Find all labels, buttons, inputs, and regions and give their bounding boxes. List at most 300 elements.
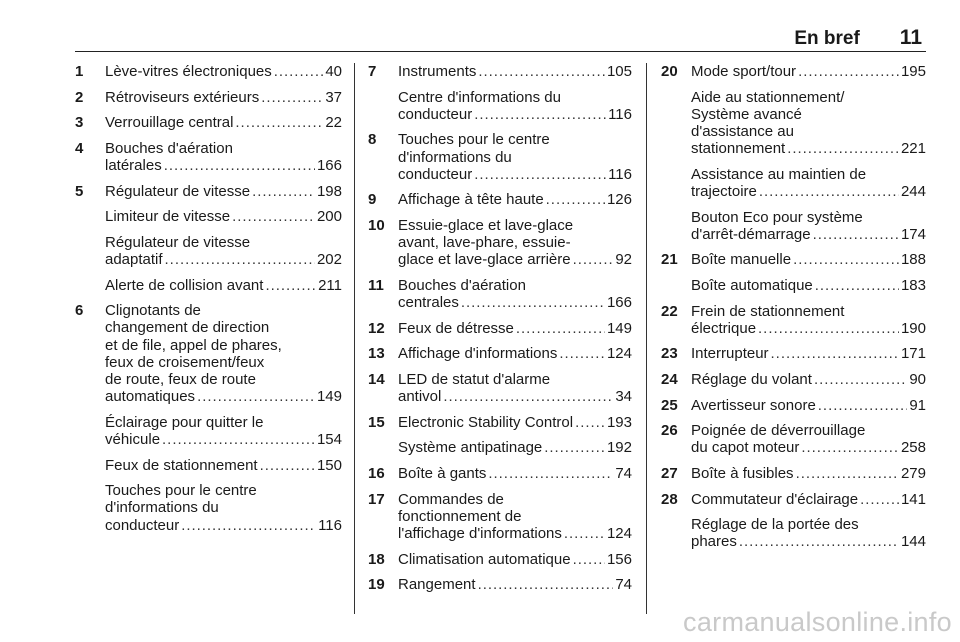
entry-text: Système antipatinage <box>398 439 543 457</box>
index-entry <box>368 191 632 208</box>
entry-body <box>105 414 342 448</box>
entry-body <box>105 234 342 268</box>
entry-line <box>691 516 926 533</box>
dot-leader <box>478 576 614 593</box>
page-reference: 124 <box>606 524 632 542</box>
index-entry <box>661 303 926 337</box>
entry-line <box>398 345 632 362</box>
entry-text: Frein de stationnement <box>691 302 845 320</box>
entry-body <box>691 89 926 158</box>
entry-line <box>691 397 926 414</box>
entry-number <box>368 439 398 456</box>
page-reference: 74 <box>615 576 632 594</box>
entry-text: Régulateur de vitesse <box>105 233 251 251</box>
page-reference: 174 <box>900 225 926 243</box>
entry-text: d'informations du <box>105 499 219 517</box>
page-reference: 141 <box>900 490 926 508</box>
index-entry <box>75 208 342 225</box>
dot-leader <box>573 251 614 268</box>
index-entry <box>661 89 926 158</box>
dot-leader <box>478 63 605 80</box>
entry-line <box>398 149 632 166</box>
index-entry <box>368 320 632 337</box>
index-entry <box>368 576 632 593</box>
index-column-3 <box>661 63 926 559</box>
page-reference: 190 <box>900 319 926 337</box>
page-reference: 198 <box>316 182 342 200</box>
page-reference: 149 <box>316 388 342 406</box>
dot-leader <box>818 397 908 414</box>
entry-text: automatiques <box>105 388 196 406</box>
page-reference: 195 <box>900 63 926 80</box>
page-reference: 34 <box>615 388 632 406</box>
page-reference: 202 <box>316 250 342 268</box>
entry-number <box>661 89 691 158</box>
dot-leader <box>232 208 315 225</box>
entry-body <box>691 166 926 200</box>
page-reference: 258 <box>900 439 926 457</box>
entry-text: Bouches d'aération <box>398 276 526 294</box>
page-reference: 105 <box>606 63 632 80</box>
entry-text: Système avancé <box>691 105 802 123</box>
dot-leader <box>815 277 899 294</box>
index-entry <box>661 209 926 243</box>
dot-leader <box>252 183 315 200</box>
entry-text: Feux de stationnement <box>105 456 258 474</box>
index-entry <box>75 63 342 80</box>
index-entry <box>368 89 632 123</box>
entry-body <box>398 551 632 568</box>
dot-leader <box>801 439 899 456</box>
entry-line <box>105 337 342 354</box>
index-entry <box>661 397 926 414</box>
index-entry <box>368 277 632 311</box>
entry-number <box>75 482 105 534</box>
entry-line <box>398 251 632 268</box>
entry-text: Bouton Eco pour système <box>691 208 863 226</box>
dot-leader <box>544 439 605 456</box>
entry-line <box>105 157 342 174</box>
dot-leader <box>559 345 605 362</box>
entry-body <box>691 465 926 482</box>
entry-number <box>75 457 105 474</box>
entry-line <box>398 89 632 106</box>
entry-text: et de file, appel de phares, <box>105 336 282 354</box>
entry-number: 2 <box>75 88 84 106</box>
dot-leader <box>162 431 315 448</box>
page-reference: 171 <box>900 345 926 363</box>
entry-number <box>75 277 105 294</box>
entry-line <box>691 140 926 157</box>
entry-line <box>691 106 926 123</box>
entry-text: Boîte automatique <box>691 276 813 294</box>
entry-number: 14 <box>368 370 385 388</box>
index-entry <box>661 422 926 456</box>
entry-body <box>691 371 926 388</box>
entry-line <box>691 166 926 183</box>
dot-leader <box>443 388 613 405</box>
dot-leader <box>260 457 315 474</box>
dot-leader <box>787 140 899 157</box>
entry-number: 3 <box>75 114 84 132</box>
dot-leader <box>165 251 315 268</box>
page-header <box>794 26 922 54</box>
index-entry <box>75 89 342 106</box>
page-reference: 92 <box>615 251 632 269</box>
entry-text: glace et lave-glace arrière <box>398 251 571 269</box>
entry-text: Boîte manuelle <box>691 251 792 269</box>
dot-leader <box>758 320 899 337</box>
index-entry <box>368 551 632 568</box>
index-entry <box>75 457 342 474</box>
entry-text: Assistance au maintien de <box>691 165 867 183</box>
entry-line <box>398 551 632 568</box>
index-entry <box>661 166 926 200</box>
header-rule <box>75 51 926 52</box>
entry-text: Avertisseur sonore <box>691 396 816 414</box>
index-entry <box>368 63 632 80</box>
entry-line <box>105 457 342 474</box>
index-entry <box>368 465 632 482</box>
entry-line <box>398 508 632 525</box>
dot-leader <box>235 114 323 131</box>
entry-body <box>398 491 632 543</box>
entry-body <box>398 63 632 80</box>
entry-body <box>398 439 632 456</box>
entry-text: phares <box>691 533 737 551</box>
entry-line <box>105 114 342 131</box>
dot-leader <box>488 465 613 482</box>
dot-leader <box>793 251 899 268</box>
entry-body <box>398 465 632 482</box>
entry-line <box>398 491 632 508</box>
index-entry <box>75 234 342 268</box>
entry-line <box>691 251 926 268</box>
entry-line <box>398 294 632 311</box>
index-entry <box>75 277 342 294</box>
entry-text: conducteur <box>398 165 473 183</box>
entry-number: 4 <box>75 139 84 157</box>
page-reference: 200 <box>316 208 342 226</box>
entry-line <box>398 414 632 431</box>
entry-text: Régulateur de vitesse <box>105 182 251 200</box>
entry-number: 19 <box>368 576 385 594</box>
entry-line <box>691 209 926 226</box>
entry-text: véhicule <box>105 430 161 448</box>
entry-body <box>398 191 632 208</box>
entry-text: Boîte à fusibles <box>691 464 794 482</box>
entry-line <box>398 166 632 183</box>
entry-body <box>105 140 342 174</box>
index-entry <box>661 277 926 294</box>
index-entry <box>368 491 632 543</box>
entry-text: adaptatif <box>105 250 163 268</box>
entry-line <box>105 251 342 268</box>
index-entry <box>368 371 632 405</box>
index-entry <box>368 345 632 362</box>
dot-leader <box>739 533 899 550</box>
dot-leader <box>516 320 605 337</box>
entry-line <box>398 388 632 405</box>
page-reference: 166 <box>606 294 632 312</box>
page-reference: 221 <box>900 140 926 158</box>
entry-text: Touches pour le centre <box>398 131 550 149</box>
entry-number: 9 <box>368 191 377 209</box>
entry-text: conducteur <box>398 105 473 123</box>
entry-text: Poignée de déverrouillage <box>691 422 866 440</box>
entry-text: Essuie-glace et lave-glace <box>398 216 574 234</box>
entry-line <box>105 89 342 106</box>
entry-line <box>691 303 926 320</box>
entry-body <box>691 209 926 243</box>
page-reference: 126 <box>606 191 632 209</box>
entry-body <box>691 397 926 414</box>
entry-line <box>691 226 926 243</box>
entry-text: Rétroviseurs extérieurs <box>105 88 260 106</box>
entry-body <box>105 277 342 294</box>
entry-number: 27 <box>661 464 678 482</box>
entry-body <box>105 457 342 474</box>
dot-leader <box>265 277 316 294</box>
dot-leader <box>771 345 899 362</box>
entry-text: Bouches d'aération <box>105 139 233 157</box>
entry-text: Affichage à tête haute <box>398 191 544 209</box>
entry-text: Aide au stationnement/ <box>691 88 845 106</box>
entry-line <box>691 320 926 337</box>
entry-number: 1 <box>75 63 84 80</box>
page-reference: 192 <box>606 439 632 457</box>
entry-text: Feux de détresse <box>398 319 514 337</box>
entry-line <box>105 499 342 516</box>
page-reference: 37 <box>325 88 342 106</box>
page-reference: 116 <box>318 516 342 534</box>
page-reference: 124 <box>606 345 632 363</box>
entry-line <box>398 234 632 251</box>
entry-number: 28 <box>661 490 678 508</box>
column-divider <box>646 63 647 614</box>
entry-line <box>398 371 632 388</box>
entry-body <box>398 277 632 311</box>
dot-leader <box>181 517 316 534</box>
entry-line <box>105 388 342 405</box>
entry-number: 8 <box>368 131 377 149</box>
index-entry <box>75 140 342 174</box>
entry-line <box>691 63 926 80</box>
entry-line <box>398 465 632 482</box>
entry-number: 13 <box>368 345 385 363</box>
entry-text: d'arrêt-démarrage <box>691 225 811 243</box>
entry-body <box>398 217 632 269</box>
entry-text: Limiteur de vitesse <box>105 208 231 226</box>
index-entry <box>661 491 926 508</box>
entry-line <box>105 302 342 319</box>
entry-line <box>398 277 632 294</box>
entry-body <box>691 491 926 508</box>
page-reference: 149 <box>606 319 632 337</box>
entry-body <box>398 345 632 362</box>
page-reference: 40 <box>325 63 342 80</box>
entry-text: avant, lave-phare, essuie- <box>398 234 571 252</box>
entry-body <box>691 303 926 337</box>
entry-number: 22 <box>661 302 678 320</box>
page-reference: 156 <box>606 550 632 568</box>
entry-line <box>691 345 926 362</box>
entry-number <box>661 209 691 243</box>
entry-body <box>105 63 342 80</box>
entry-line <box>398 63 632 80</box>
entry-text: Mode sport/tour <box>691 63 797 80</box>
entry-number: 15 <box>368 413 385 431</box>
entry-number: 25 <box>661 396 678 414</box>
entry-line <box>691 422 926 439</box>
page-reference: 154 <box>316 430 342 448</box>
entry-number <box>661 516 691 550</box>
entry-number: 16 <box>368 464 385 482</box>
entry-line <box>691 183 926 200</box>
entry-body <box>691 251 926 268</box>
entry-line <box>105 319 342 336</box>
dot-leader <box>474 166 606 183</box>
entry-number <box>368 89 398 123</box>
page-reference: 183 <box>900 276 926 294</box>
entry-line <box>691 491 926 508</box>
entry-text: Réglage du volant <box>691 370 812 388</box>
dot-leader <box>474 106 606 123</box>
entry-number: 6 <box>75 302 84 320</box>
entry-text: latérales <box>105 156 162 174</box>
entry-text: trajectoire <box>691 183 757 200</box>
entry-line <box>398 106 632 123</box>
entry-body <box>105 89 342 106</box>
entry-text: changement de direction <box>105 319 270 337</box>
index-entry <box>661 345 926 362</box>
entry-text: Verrouillage central <box>105 114 234 132</box>
entry-line <box>105 277 342 294</box>
entry-text: centrales <box>398 294 459 312</box>
entry-line <box>105 183 342 200</box>
dot-leader <box>261 89 323 106</box>
entry-text: Alerte de collision avant <box>105 276 264 294</box>
entry-number: 23 <box>661 345 678 363</box>
page-reference: 22 <box>325 114 342 132</box>
entry-line <box>398 217 632 234</box>
entry-line <box>105 371 342 388</box>
dot-leader <box>164 157 315 174</box>
entry-text: Éclairage pour quitter le <box>105 413 264 431</box>
entry-line <box>398 191 632 208</box>
index-entry <box>661 465 926 482</box>
entry-body <box>398 371 632 405</box>
page-reference: 91 <box>909 396 926 414</box>
entry-line <box>691 123 926 140</box>
dot-leader <box>796 465 899 482</box>
entry-number: 20 <box>661 63 678 80</box>
column-divider <box>354 63 355 614</box>
entry-text: Instruments <box>398 63 477 80</box>
entry-line <box>691 89 926 106</box>
entry-body <box>105 208 342 225</box>
entry-number: 18 <box>368 550 385 568</box>
entry-line <box>691 465 926 482</box>
entry-line <box>398 131 632 148</box>
page-reference: 279 <box>900 464 926 482</box>
entry-text: l'affichage d'informations <box>398 524 562 542</box>
page-reference: 116 <box>608 165 632 183</box>
index-entry <box>75 414 342 448</box>
entry-number <box>661 166 691 200</box>
entry-line <box>105 482 342 499</box>
index-entry <box>661 371 926 388</box>
page-number: 11 <box>899 26 922 49</box>
entry-text: Centre d'informations du <box>398 88 561 106</box>
index-entry <box>75 114 342 131</box>
index-column-1 <box>75 63 342 542</box>
index-entry <box>75 482 342 534</box>
page-reference: 144 <box>900 533 926 551</box>
dot-leader <box>197 388 315 405</box>
page-reference: 90 <box>909 370 926 388</box>
entry-number <box>75 414 105 448</box>
entry-line <box>105 140 342 157</box>
entry-body <box>691 63 926 80</box>
entry-text: Touches pour le centre <box>105 482 257 500</box>
entry-text: Rangement <box>398 576 476 594</box>
entry-line <box>105 63 342 80</box>
entry-text: conducteur <box>105 516 180 534</box>
dot-leader <box>798 63 899 80</box>
entry-text: stationnement <box>691 140 786 158</box>
entry-text: Affichage d'informations <box>398 345 558 363</box>
entry-line <box>691 371 926 388</box>
index-column-2 <box>368 63 632 602</box>
entry-number: 12 <box>368 319 385 337</box>
entry-text: Climatisation automatique <box>398 550 571 568</box>
page-reference: 211 <box>318 276 342 294</box>
entry-number: 5 <box>75 182 84 200</box>
entry-text: Lève-vitres électroniques <box>105 63 272 80</box>
dot-leader <box>274 63 324 80</box>
entry-text: LED de statut d'alarme <box>398 370 551 388</box>
entry-line <box>105 414 342 431</box>
entry-body <box>398 414 632 431</box>
entry-body <box>398 89 632 123</box>
dot-leader <box>573 551 605 568</box>
entry-body <box>691 422 926 456</box>
page-reference: 244 <box>900 183 926 200</box>
entry-text: Electronic Stability Control <box>398 413 574 431</box>
entry-number: 10 <box>368 216 385 234</box>
entry-text: Interrupteur <box>691 345 769 363</box>
entry-number: 21 <box>661 251 678 269</box>
index-entry <box>75 302 342 405</box>
entry-number: 24 <box>661 370 678 388</box>
entry-text: Clignotants de <box>105 302 201 320</box>
entry-body <box>691 277 926 294</box>
entry-body <box>398 576 632 593</box>
entry-number <box>75 234 105 268</box>
dot-leader <box>564 525 605 542</box>
entry-body <box>105 114 342 131</box>
dot-leader <box>813 226 899 243</box>
entry-line <box>398 576 632 593</box>
entry-number <box>75 208 105 225</box>
entry-body <box>691 345 926 362</box>
index-entry <box>368 414 632 431</box>
dot-leader <box>546 191 605 208</box>
entry-number: 7 <box>368 63 377 80</box>
entry-text: Commandes de <box>398 490 504 508</box>
entry-number: 11 <box>368 276 384 294</box>
